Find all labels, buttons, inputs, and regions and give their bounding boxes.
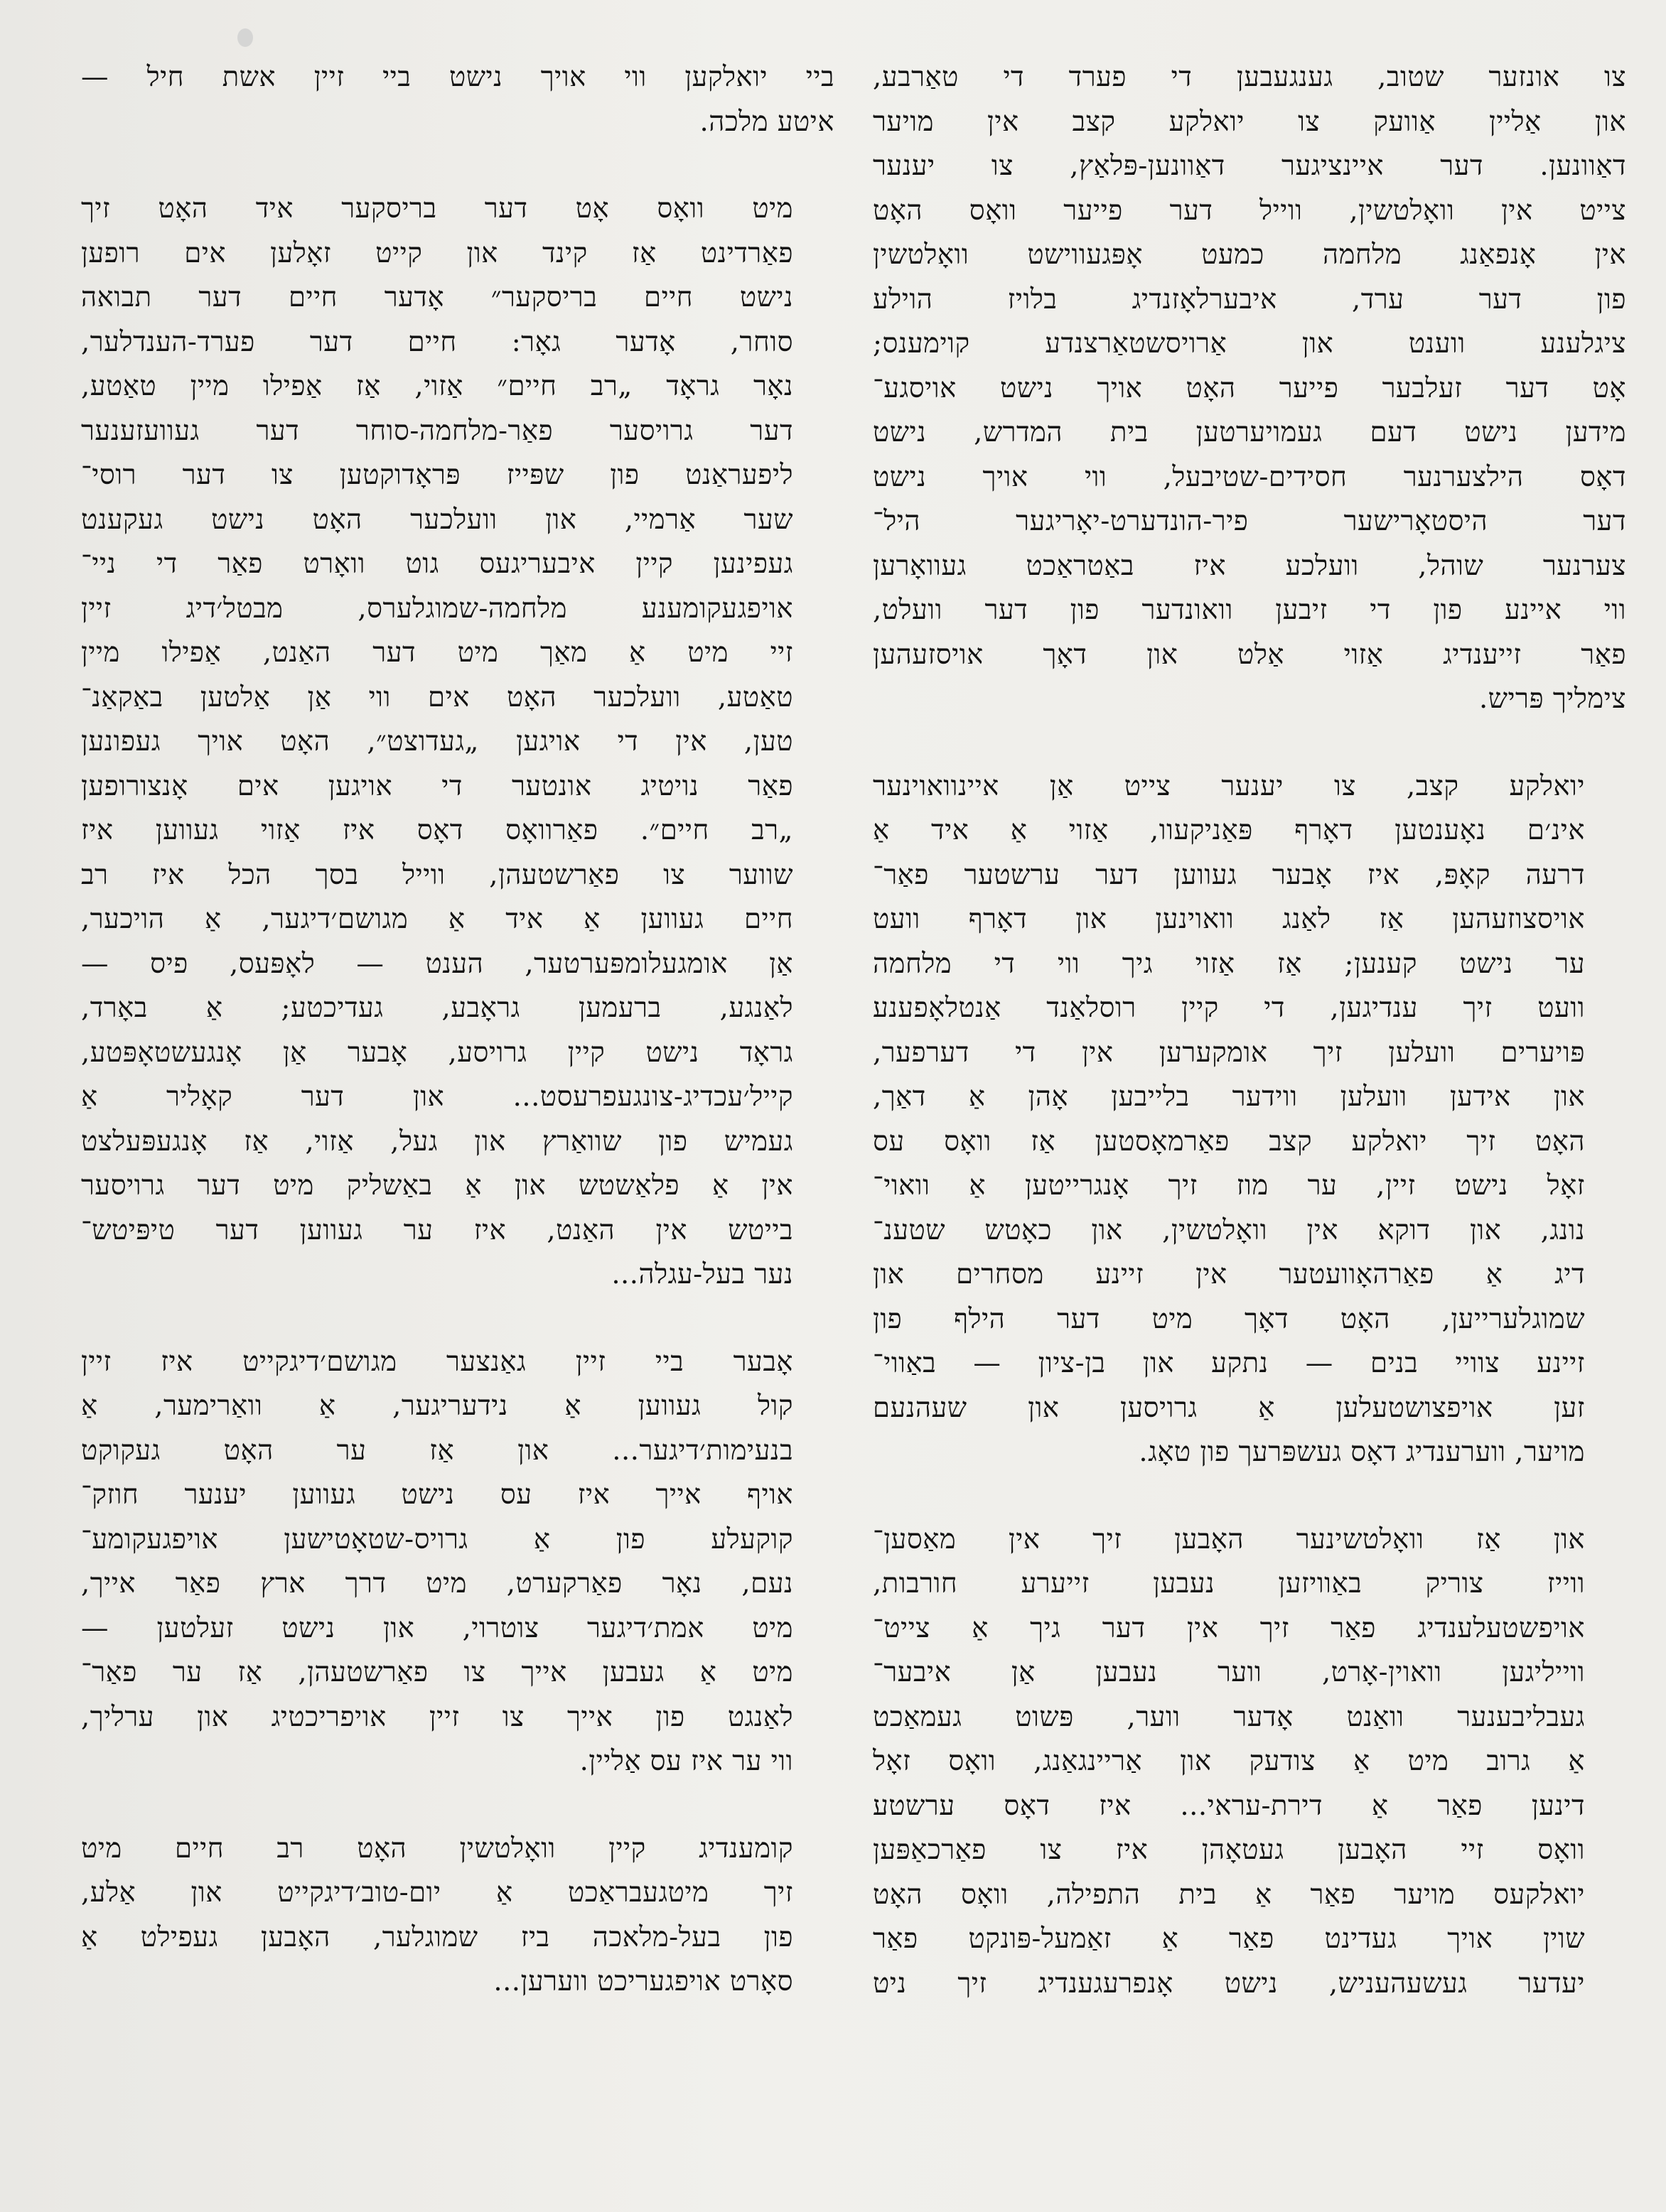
paragraph xyxy=(81,1340,834,1784)
text-line: דינען פאַר אַ דירת-עראי... איז דאָס ערשטע xyxy=(873,1789,1585,1822)
ink-smudge xyxy=(237,28,253,47)
text-line: און אַז וואָלטשינער האָבען זיך אין מאַסען־ xyxy=(873,1523,1585,1555)
text-line: אויפגעקומענע מלחמה-שמוגלערס, מבטל׳דיג זיין xyxy=(81,592,793,625)
text-line: דאָס הילצערנער חסידים-שטיבעל, ווי אויך נישט xyxy=(873,460,1626,493)
text-line: דיג אַ פאַרהאָוועטער אין זיינע מסחרים און xyxy=(873,1258,1585,1290)
text-line: יואלקעס מויער פאַר אַ בית התפילה, וואָס האָט xyxy=(873,1878,1585,1911)
text-line: מויער, ווערענדיג דאָס געשפּרעך פון טאָג. xyxy=(1139,1436,1585,1468)
text-line: פאַרדינט אַז קינד און קייט זאָלען אים רופען xyxy=(81,237,793,269)
text-line: שמוגלערייען, האָט דאָך מיט דער הילף פון xyxy=(873,1302,1585,1335)
text-line: טען, אין די אויגען „געדוצט״, האָט אויך געפונען xyxy=(81,725,793,757)
text-line: ליפעראַנט פון שפּייז פּראָדוקטען צו דער רוסי־ xyxy=(81,459,793,491)
text-line: קול געווען אַ נידעריגער, אַ וואַרימער, אַ xyxy=(81,1390,793,1422)
text-line: ביי יואלקען ווי אויך נישט ביי זיין אשת חיל — xyxy=(81,61,834,93)
text-line: נעם, נאָר פאַרקערט, מיט דרך ארץ פאַר אייך, xyxy=(81,1568,793,1599)
text-line: פּויערים וועלען זיך אומקערען אין די דערפער, xyxy=(873,1036,1585,1069)
paragraph xyxy=(873,765,1626,1475)
text-line: אויסצוזעהען אַז לאַנג וואוינען און דאָרף וועט xyxy=(873,903,1585,935)
text-line: וועט זיך ענדיגען, די קיין רוסלאַנד אַנטלאָפענע xyxy=(873,992,1585,1024)
text-line: ווייז צוריק באַוויזען נעבען זייערע חורבות, xyxy=(873,1568,1585,1599)
text-line: קוקעלע פון אַ גרויס-שטאָטישען אויפגעקומע־ xyxy=(81,1523,793,1555)
text-line: נאָר גראָד „רב חיים״ אַזוי, אַז אַפילו מיין טאַטע, xyxy=(81,370,793,402)
text-line: שווער צו פאַרשטעהן, ווייל בסך הכל איז רב xyxy=(81,858,793,891)
text-line: שוין אויך געדינט פאַר אַ זאַמעל-פּונקט פאַר xyxy=(873,1923,1585,1955)
text-line: צו אונזער שטוב, גענגעבען די פערד די טאַרבע, xyxy=(873,61,1626,93)
text-line: יעדער געשעהעניש, נישט אָנפרעגענדיג זיך ניט xyxy=(873,1967,1585,2000)
text-line: ציגלענע ווענט און אַרויסשטאַרצנדע קוימענס; xyxy=(873,328,1626,360)
text-line: סאָרט אויפגעריכט ווערען... xyxy=(493,1965,793,1997)
text-line: צייט אין וואָלטשין, ווייל דער פייער וואָס האָט xyxy=(873,194,1626,227)
text-line: פאַר זייענדיג אַזוי אַלט און דאָך אויסזעהען xyxy=(873,638,1626,671)
text-line: בייטש אין האַנט, איז ער געווען דער טיפּיטש־ xyxy=(81,1214,793,1246)
text-line: נער בעל-עגלה... xyxy=(611,1258,793,1290)
right-text-column xyxy=(873,55,1626,2049)
text-line: אַן אומגעלומפּערטער, הענט — לאָפּעס, פיס — xyxy=(81,947,793,980)
text-line: קייל׳עכדיג-צונגעפרעסט... און דער קאָליר אַ xyxy=(81,1081,793,1113)
text-line: אָט דער זעלבער פייער האָט אויך נישט אויסגע־ xyxy=(873,372,1626,404)
text-line: נונג, און דוקא אין וואָלטשין, און כאָטש שטענ־ xyxy=(873,1214,1585,1246)
text-line: אויף אייך איז עס נישט געווען יענער חוזק־ xyxy=(81,1479,793,1511)
text-line: און אַליין אַוועק צו יואלקע קצב אין מויער xyxy=(873,105,1626,138)
text-line: דאַוונען. דער איינציגער דאַוונען-פּלאַץ, צו יענער xyxy=(873,150,1626,182)
paragraph xyxy=(873,1518,1626,2007)
text-line: שער אַרמיי, און וועלכער האָט נישט געקענט xyxy=(81,503,793,536)
text-line: פון דער ערד, איבערלאָזנדיג בלויז הוילע xyxy=(873,283,1626,315)
text-line: אָבער ביי זיין גאַנצער מגושם׳דיגקייט איז זיין xyxy=(81,1345,793,1378)
text-line: געבליבענער וואַנט אָדער ווער, פּשוט געמאַכט xyxy=(873,1700,1585,1733)
text-line: געפינען קיין איבעריגעס גוט וואָרט פאַר די ניי־ xyxy=(81,548,793,580)
text-line: ער נישט קענען; אַז אַזוי גיך ווי די מלחמה xyxy=(873,947,1585,980)
paragraph xyxy=(81,1827,834,2005)
text-line: פאַר נויטיג אונטער די אויגען אים אָנצורופען xyxy=(81,770,793,802)
text-line: וואָס זיי האָבען געטאָהן איז צו פאַרכאַפּען xyxy=(873,1834,1585,1866)
text-line: לאַנגע, ברעמען גראָבע, געדיכטע; אַ באָרד, xyxy=(81,992,793,1024)
text-line: זאָל נישט זיין, ער מוז זיך אָנגרייטען אַ וואוי־ xyxy=(873,1170,1585,1202)
text-line: און אידען וועלען ווידער בלייבען אָהן אַ דאַך, xyxy=(873,1081,1585,1113)
text-line: קומענדיג קיין וואָלטשין האָט רב חיים מיט xyxy=(81,1832,793,1865)
text-line: מיט וואָס אָט דער בריסקער איד האָט זיך xyxy=(81,193,793,225)
text-line: זיי מיט אַ מאַך מיט דער האַנט, אַפילו מיין xyxy=(81,637,793,669)
text-line: דער היסטאָרישער פיר-הונדערט-יאָריגער היל־ xyxy=(873,505,1626,537)
text-line: גראָד נישט קיין גרויסע, אָבער אַן אָנגעשטאָפּטע, xyxy=(81,1036,793,1069)
text-line: געמיש פון שוואַרץ און געל, אַזוי, אַז אָנגעפּעלצט xyxy=(81,1125,793,1158)
text-line: אין אָנפאַנג מלחמה כמעט אָפּגעווישט וואָלטשין xyxy=(873,239,1626,271)
text-line: דרעה קאָפּ, איז אָבער געווען דער ערשטער פאַר־ xyxy=(873,858,1585,891)
text-line: אינ׳ם נאָענטען דאָרף פּאַניקעוו, אַזוי אַ איד אַ xyxy=(873,814,1585,846)
text-line: ווייליגען וואוין-אָרט, ווער נעבען אַן איבער־ xyxy=(873,1656,1585,1688)
text-line: טאַטע, וועלכער האָט אים ווי אַן אַלטען באַקאַנ־ xyxy=(81,681,793,713)
text-line: „רב חיים״. פאַרוואָס דאָס איז אַזוי געווען איז xyxy=(81,814,793,846)
text-line: זיינע צוויי בנים — נתקע און בן-ציון — באַווי־ xyxy=(873,1347,1585,1379)
text-line: מידען נישט דעם געמויערטען בית המדרש, נישט xyxy=(873,416,1626,448)
text-line: ווי ער איז עס אַליין. xyxy=(579,1745,793,1777)
text-line: חיים געווען אַ איד אַ מגושם׳דיגער, אַ הויכער, xyxy=(81,903,793,935)
paragraph xyxy=(81,187,834,1297)
text-line: האָט זיך יואלקע קצב פאַרמאָסטען אַז וואָס עס xyxy=(873,1125,1585,1158)
text-line: פון בעל-מלאכה ביז שמוגלער, האָבען געפילט אַ xyxy=(81,1921,793,1953)
text-line: מיט אמת׳דיגער צוטרוי, און נישט זעלטען — xyxy=(81,1612,793,1644)
text-line: בנעימות׳דיגער... און אַז ער האָט געקוקט xyxy=(81,1434,793,1467)
paragraph xyxy=(81,55,834,144)
text-line: איטע מלכה. xyxy=(699,105,834,138)
text-line: אויפשטעלענדיג פאַר זיך אין דער גיך אַ צייט־ xyxy=(873,1612,1585,1644)
text-line: נישט חיים בריסקער״ אָדער חיים דער תבואה xyxy=(81,281,793,313)
text-line: סוחר, אָדער גאָר: חיים דער פערד-הענדלער, xyxy=(81,325,793,358)
text-line: אַ גרוב מיט אַ צודעק און אַריינגאַנג, וואָס זאָל xyxy=(873,1745,1585,1777)
text-line: זען אויפצושטעלען אַ גרויסען און שעהנעם xyxy=(873,1391,1585,1424)
text-line: מיט אַ געבען אייך צו פאַרשטעהן, אַז ער פאַר־ xyxy=(81,1656,793,1688)
left-text-column xyxy=(81,55,834,2047)
text-line: יואלקע קצב, צו יענער צייט אַן איינוואוינער xyxy=(873,770,1585,802)
text-line: דער גרויסער פאַר-מלחמה-סוחר דער געוועזענער xyxy=(81,414,793,447)
text-line: ווי איינע פון די זיבען וואונדער פון דער וועלט, xyxy=(873,594,1626,626)
text-line: זיך מיטגעבראַכט אַ יום-טוב׳דיגקייט און אַלע, xyxy=(81,1877,793,1909)
text-line: צערנער שוהל, וועלכע איז באַטראַכט געוואָרען xyxy=(873,549,1626,582)
text-line: אין אַ פלאַשטש און אַ באַשליק מיט דער גרויסער xyxy=(81,1170,793,1202)
text-line: צימליך פּריש. xyxy=(1478,683,1626,715)
text-line: לאַנגט פון אייך צו זיין אויפריכטיג און ערליך, xyxy=(81,1700,793,1733)
paragraph xyxy=(873,55,1626,722)
